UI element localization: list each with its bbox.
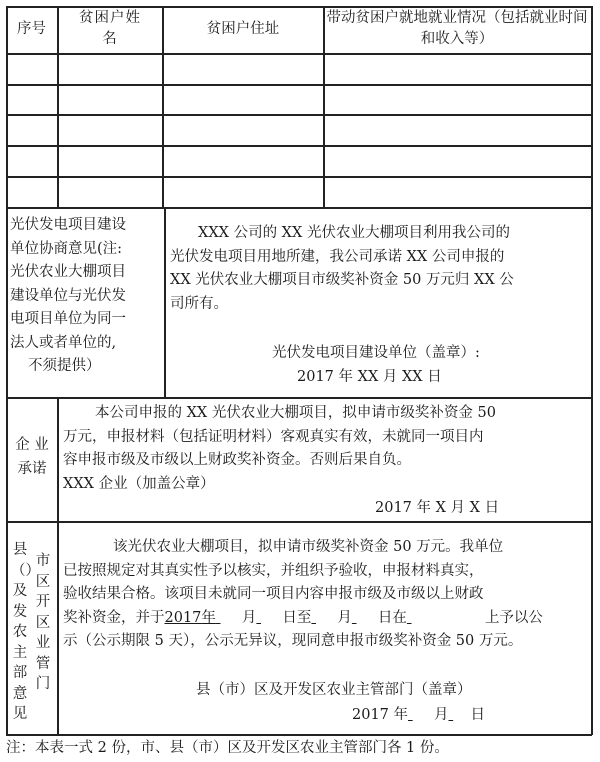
pv-label-line: 单位协商意见(注: bbox=[10, 240, 123, 257]
county-line4-blank bbox=[311, 607, 337, 631]
pv-body-line: XX 光伏农业大棚项目市级奖补资金 50 万元归 XX 公 bbox=[170, 272, 514, 288]
enterprise-label-line: 企 业 bbox=[15, 437, 49, 453]
pv-body-line: 光伏发电项目用地所建，我公司承诺 XX 公司申报的 bbox=[170, 248, 505, 265]
enterprise-body-line: 容申报市级及市级以上财政奖补资金。否则后果自负。 bbox=[63, 452, 411, 468]
enterprise-body-line: 万元，申报材料（包括证明材料）客观真实有效，未就同一项目内 bbox=[63, 428, 484, 445]
column-divider bbox=[57, 521, 59, 735]
pv-date: 2017 年 XX 月 XX 日 bbox=[297, 369, 442, 385]
column-divider bbox=[164, 207, 166, 398]
pv-section-label bbox=[10, 214, 162, 379]
county-line4-blank bbox=[352, 607, 378, 631]
header-household-address: 贫困户住址 bbox=[206, 21, 280, 37]
column-divider bbox=[57, 397, 59, 522]
pv-body-line: 司所有。 bbox=[170, 295, 228, 312]
county-body-line-4 bbox=[63, 607, 591, 631]
enterprise-body-line: 本公司申报的 XX 光伏农业大棚项目，拟申请市级奖补资金 50 bbox=[95, 405, 496, 421]
county-label-col2: 市区开区业管门 bbox=[35, 553, 51, 692]
county-date-year: 2017 bbox=[352, 707, 389, 723]
county-date-end: 月 bbox=[434, 707, 449, 723]
county-date-mid: 年 bbox=[393, 707, 409, 723]
county-line4-post: 上予以公 bbox=[484, 609, 543, 626]
county-line4-mid1: 年 bbox=[201, 609, 216, 626]
county-body bbox=[63, 536, 591, 654]
enterprise-label bbox=[9, 433, 55, 481]
header-employment-text: 带动贫困户就地就业情况（包括就业时间和收入等） bbox=[326, 10, 588, 47]
enterprise-body-line: XXX 企业（加盖公章） bbox=[63, 475, 215, 492]
pv-label-line: 法人或者单位的, bbox=[10, 334, 117, 351]
column-divider bbox=[323, 6, 325, 208]
table-left-border bbox=[6, 6, 8, 735]
pv-label-line: 不须提供） bbox=[28, 358, 101, 374]
enterprise-body bbox=[63, 402, 589, 496]
header-serial-no: 序号 bbox=[17, 21, 46, 37]
table-right-border bbox=[591, 6, 593, 735]
row-divider bbox=[6, 84, 592, 86]
row-divider bbox=[6, 207, 592, 209]
county-body-line: 示（公示期限 5 天），公示无异议，现同意申报市级奖补资金 50 万元。 bbox=[63, 633, 523, 649]
county-date bbox=[352, 705, 485, 725]
county-date-blank bbox=[408, 705, 434, 725]
county-line4-blank bbox=[407, 607, 485, 631]
enterprise-date: 2017 年 X 月 X 日 bbox=[375, 500, 500, 516]
row-divider bbox=[6, 145, 592, 147]
county-label-col1: 县（）及发农主部意见 bbox=[11, 542, 40, 722]
county-date-blank bbox=[449, 705, 471, 725]
county-signer: 县（市）区及开发区农业主管部门（盖章） bbox=[196, 682, 472, 698]
header-household-name bbox=[58, 8, 162, 50]
pv-body-line: XXX 公司的 XX 光伏农业大棚项目利用我公司的 bbox=[198, 225, 510, 241]
footnote: 注：本表一式 2 份，市、县（市）区及开发区农业主管部门各 1 份。 bbox=[6, 740, 449, 756]
row-divider bbox=[6, 176, 592, 178]
county-line4-mid4: 月 bbox=[337, 609, 352, 626]
county-line4-blank bbox=[256, 607, 282, 631]
pv-label-line: 光伏发电项目建设 bbox=[10, 217, 126, 233]
county-line4-year: 2017 bbox=[164, 609, 202, 626]
pv-label-line: 电项目单位为同一 bbox=[10, 311, 126, 327]
county-line4-blank bbox=[216, 607, 242, 631]
county-body-line: 该光伏农业大棚项目，拟申请市级奖补资金 50 万元。我单位 bbox=[113, 539, 504, 555]
pv-signer: 光伏发电项目建设单位（盖章）: bbox=[272, 345, 480, 361]
section-divider bbox=[6, 521, 592, 523]
row-divider bbox=[6, 114, 592, 116]
section-divider bbox=[6, 397, 592, 399]
county-line4-mid3: 日至 bbox=[282, 609, 312, 626]
enterprise-label-line: 承诺 bbox=[17, 461, 47, 477]
pv-section-body bbox=[170, 222, 588, 316]
county-line4-mid5: 日在 bbox=[377, 609, 407, 626]
county-date-day: 日 bbox=[470, 707, 486, 723]
row-divider bbox=[6, 53, 592, 55]
header-household-name-text: 贫困户姓名 bbox=[79, 10, 141, 47]
table-bottom-border bbox=[6, 734, 592, 736]
county-line4-pre: 奖补资金，并于 bbox=[63, 609, 165, 626]
pv-label-line: 光伏农业大棚项目 bbox=[10, 264, 126, 280]
county-body-line: 验收结果合格。该项目未就同一项目内容申报市级及市级以上财政 bbox=[63, 586, 484, 602]
county-line4-mid2: 月 bbox=[241, 609, 257, 626]
header-employment bbox=[326, 8, 588, 50]
pv-label-line: 建设单位与光伏发 bbox=[10, 287, 126, 304]
county-body-line: 已按照规定对其真实性予以核实，并组织予验收，申报材料真实， bbox=[63, 562, 484, 579]
